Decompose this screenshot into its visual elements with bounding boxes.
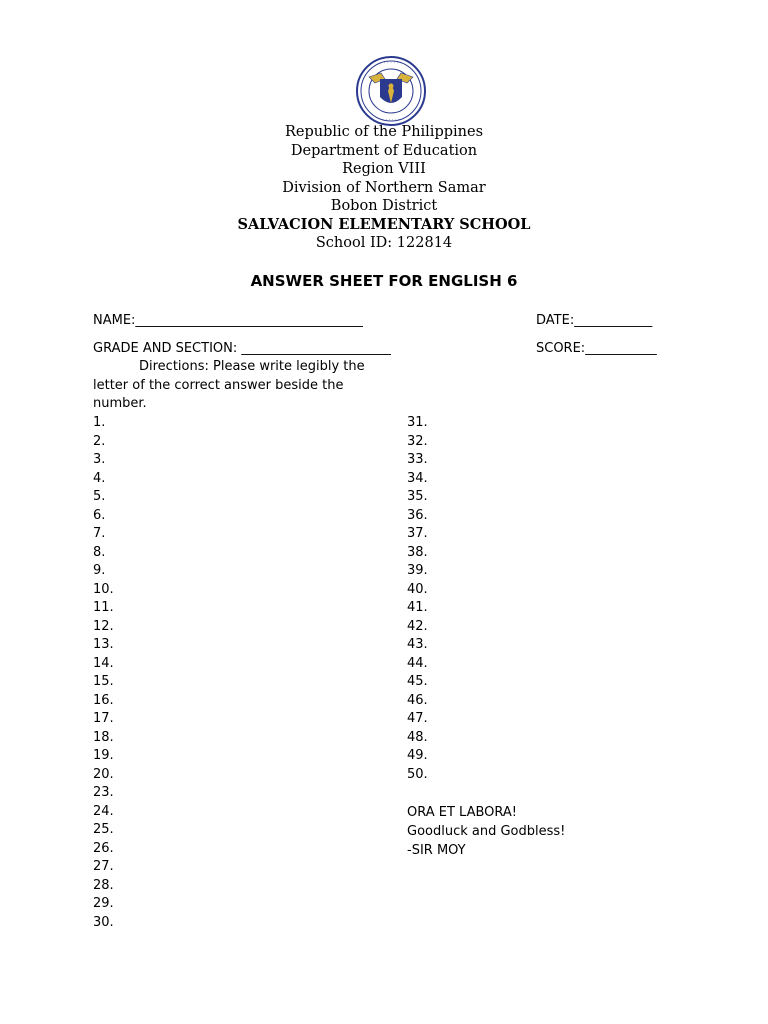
answer-number: 40. (407, 581, 428, 597)
answer-number: 35. (407, 489, 428, 504)
answer-number: 13. (93, 637, 114, 652)
closing-motto: ORA ET LABORA! (407, 805, 518, 820)
answer-number: 7. (93, 526, 106, 541)
svg-text:· · · · · ·: · · · · · · (382, 117, 400, 123)
answer-number: 5. (93, 489, 106, 504)
score-field: SCORE:___________ (536, 341, 657, 356)
answer-number: 3. (93, 452, 106, 467)
closing-signature: -SIR MOY (407, 843, 466, 858)
answer-number: 41. (407, 600, 428, 615)
answer-list-left (93, 414, 114, 932)
answer-number: 49. (407, 748, 428, 763)
header-region: Region VIII (342, 161, 426, 177)
closing-message (407, 803, 565, 860)
deped-seal-icon (355, 55, 427, 127)
answer-number: 15. (93, 674, 114, 689)
name-field: NAME:___________________________________ (93, 313, 363, 328)
answer-number: 46. (407, 692, 428, 708)
answer-number: 11. (93, 600, 114, 615)
answer-number: 18. (93, 729, 114, 745)
date-field: DATE:____________ (536, 313, 653, 328)
answer-number: 25. (93, 822, 114, 837)
header-department: Department of Education (290, 142, 478, 159)
answer-number: 4. (93, 470, 106, 486)
answer-number: 30. (93, 914, 114, 930)
answer-number: 50. (407, 766, 428, 782)
answer-number: 12. (93, 618, 114, 634)
answer-number: 28. (93, 877, 114, 893)
answer-number: 14. (93, 655, 114, 671)
header-republic: Republic of the Philippines (284, 124, 484, 140)
header-school-id: School ID: 122814 (315, 235, 453, 251)
answer-number: 20. (93, 766, 114, 782)
svg-text:· · · · · · ·: · · · · · · · (380, 60, 402, 67)
answer-number: 42. (407, 618, 428, 634)
answer-number: 1. (93, 415, 106, 430)
answer-number: 9. (93, 563, 106, 578)
header-school-name: SALVACION ELEMENTARY SCHOOL (237, 215, 531, 233)
answer-number: 36. (407, 507, 428, 523)
directions (93, 358, 383, 414)
answer-number: 23. (93, 785, 114, 800)
answer-number: 43. (407, 637, 428, 652)
answer-number: 6. (93, 507, 106, 523)
answer-number: 16. (93, 692, 114, 708)
answer-number: 34. (407, 470, 428, 486)
answer-number: 19. (93, 748, 114, 763)
answer-number: 48. (407, 729, 428, 745)
answer-number: 44. (407, 655, 428, 671)
grade-section-field: GRADE AND SECTION: _______________________ (93, 341, 391, 356)
answer-number: 33. (407, 452, 428, 467)
answer-number: 10. (93, 581, 114, 597)
answer-number: 32. (407, 433, 428, 449)
page-title: ANSWER SHEET FOR ENGLISH 6 (250, 272, 518, 290)
answer-number: 27. (93, 859, 114, 874)
answer-number: 37. (407, 526, 428, 541)
answer-number: 17. (93, 711, 114, 726)
answer-number: 26. (93, 840, 114, 856)
answer-number: 24. (93, 803, 114, 819)
answer-number: 2. (93, 433, 106, 449)
answer-number: 45. (407, 674, 428, 689)
answer-number: 29. (93, 896, 114, 911)
answer-list-right (407, 414, 428, 784)
answer-number: 47. (407, 711, 428, 726)
directions-text: Directions: Please write legibly the letter of the correct answer beside the number. (93, 359, 365, 411)
answer-number: 39. (407, 563, 428, 578)
letterhead (0, 123, 768, 253)
header-division: Division of Northern Samar (282, 179, 486, 196)
closing-wishes: Goodluck and Godbless! (407, 824, 566, 839)
answer-number: 38. (407, 544, 428, 560)
header-district: Bobon District (330, 198, 438, 214)
answer-number: 31. (407, 415, 428, 430)
answer-number: 8. (93, 544, 106, 560)
